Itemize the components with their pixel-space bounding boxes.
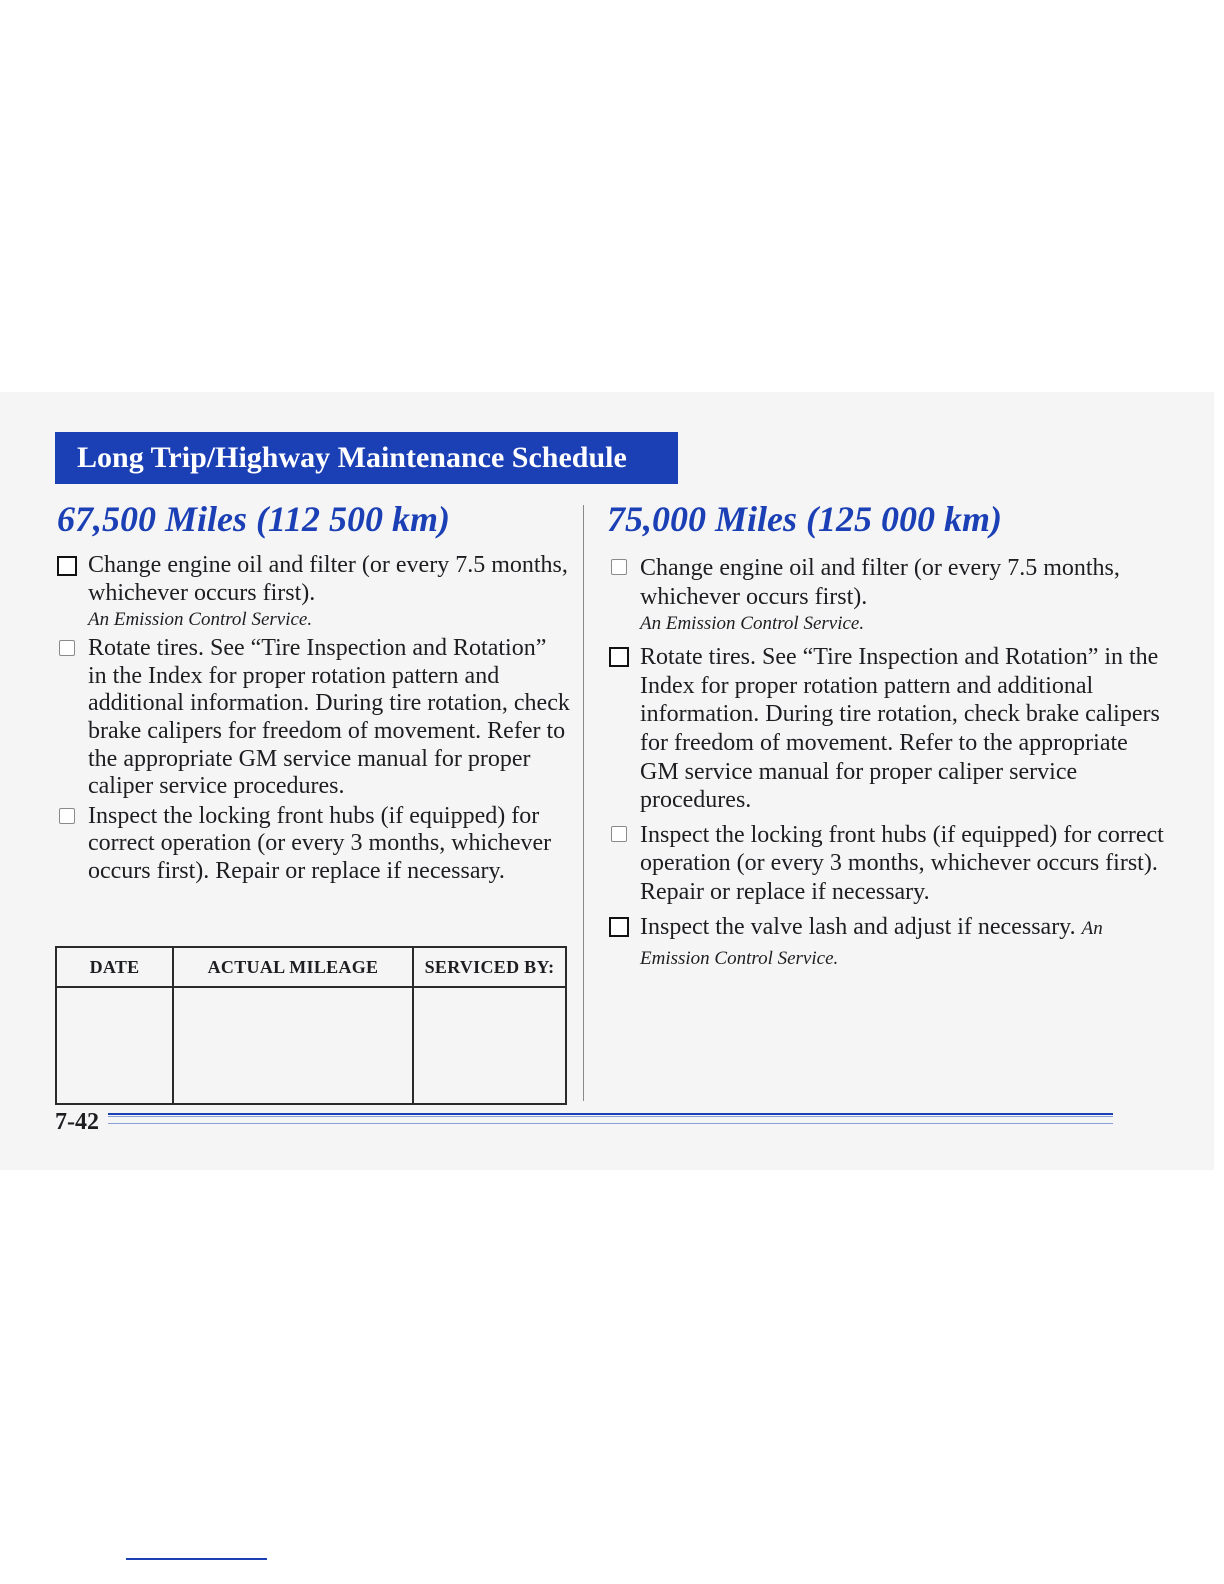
item-text: Change engine oil and filter (or every 7.5 months, whichever occurs first). [88,552,568,606]
column-header-mileage: ACTUAL MILEAGE [173,947,413,987]
item-text: Rotate tires. See “Tire Inspection and Rotation” in the Index for proper rotation pattern and additional information. During tire rotation, check brake calipers for freedom of movement. Refer to the appropriate GM service manual for proper caliper service procedures. [640,644,1160,814]
column-divider [583,505,584,1101]
left-column [55,496,570,886]
item-text: Inspect the locking front hubs (if equipped) for correct operation (or every 3 months, whichever occurs first). Repair or replace if necessary. [88,802,552,884]
checkbox-icon[interactable] [611,826,627,842]
list-item [607,643,1167,815]
checkbox-icon[interactable] [609,917,629,937]
emission-note: An Emission Control Service. [640,613,865,635]
item-text: Change engine oil and filter (or every 7.5 months, whichever occurs first). [640,555,1120,610]
checkbox-icon[interactable] [57,556,77,576]
right-column [607,496,1167,974]
emission-note: An Emission Control Service. [640,917,1103,970]
column-header-date: DATE [56,947,173,987]
list-item [55,635,570,801]
item-text: Rotate tires. See “Tire Inspection and Rotation” in the Index for proper rotation pattern and additional information. During tire rotation, check brake calipers for freedom of movement. Refer to the appropriate GM service manual for proper caliper service procedures. [88,635,570,800]
list-item [55,552,570,633]
item-text: Inspect the valve lash and adjust if necessary. [640,913,1076,940]
serviced-by-cell[interactable] [413,987,566,1104]
page-number: 7-42 [55,1109,99,1135]
checkbox-icon[interactable] [59,808,75,824]
checkbox-icon[interactable] [59,640,75,656]
checkbox-icon[interactable] [611,559,627,575]
emission-note: An Emission Control Service. [88,609,313,631]
footer-rule [108,1113,1113,1117]
column-header-serviced-by: SERVICED BY: [413,947,566,987]
section-header [55,432,678,484]
mileage-cell[interactable] [173,987,413,1104]
list-item [607,554,1167,637]
bottom-link-underline [126,1558,267,1560]
footer-rule-thin [108,1123,1113,1124]
service-checklist [55,552,570,886]
checkbox-icon[interactable] [609,647,629,667]
date-cell[interactable] [56,987,173,1104]
list-item [607,821,1167,907]
service-checklist [607,554,1167,974]
list-item [55,803,570,886]
milestone-heading: 75,000 Miles (125 000 km) [607,499,1002,539]
service-log-table [55,946,567,1105]
section-title: Long Trip/Highway Maintenance Schedule [77,441,627,474]
milestone-heading: 67,500 Miles (112 500 km) [57,499,450,539]
table-row [56,987,566,1104]
list-item [607,913,1167,974]
item-text: Inspect the locking front hubs (if equipped) for correct operation (or every 3 months, whichever occurs first). Repair or replace if necessary. [640,821,1164,905]
